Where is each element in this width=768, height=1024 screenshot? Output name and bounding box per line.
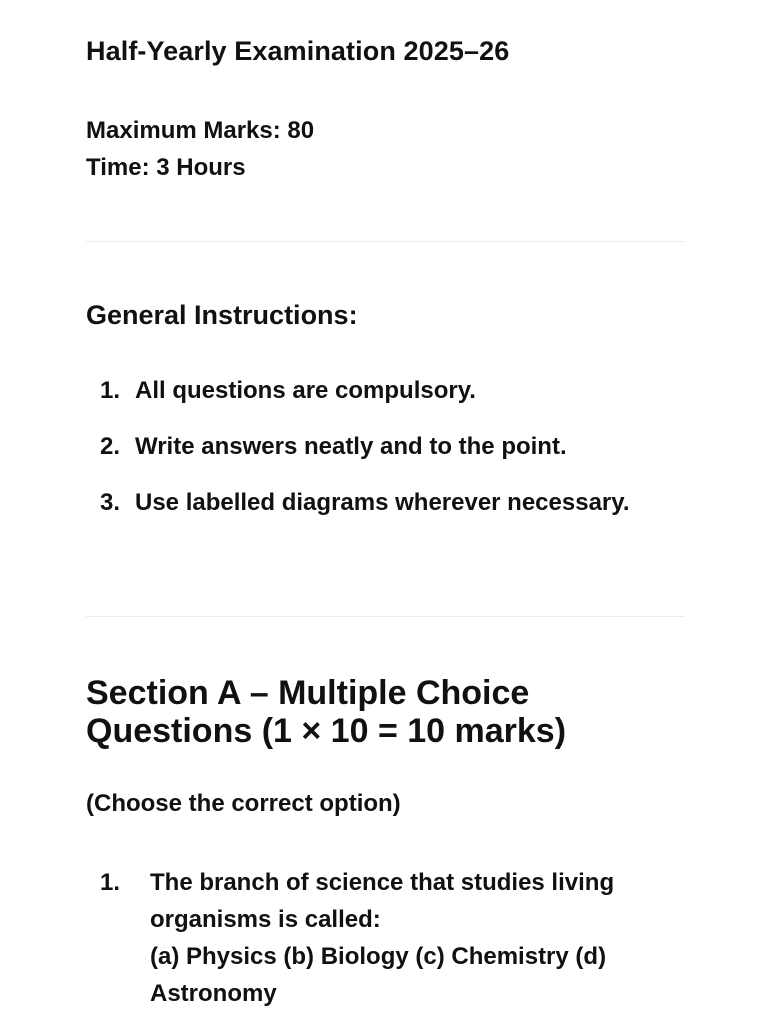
question-options: (a) Physics (b) Biology (c) Chemistry (d) Astronomy	[150, 943, 607, 1007]
instructions-heading: General Instructions:	[86, 300, 358, 330]
question-item	[86, 864, 686, 1012]
instruction-number: 3.	[100, 489, 121, 516]
question-number: 1.	[100, 869, 121, 896]
instruction-number: 2.	[100, 433, 121, 460]
instruction-text: Write answers neatly and to the point.	[135, 433, 567, 460]
instruction-text: Use labelled diagrams wherever necessary.	[135, 489, 630, 516]
divider	[86, 241, 684, 242]
instruction-item	[86, 372, 646, 409]
question-text: The branch of science that studies living organisms is called:	[150, 869, 615, 933]
instructions-list	[86, 372, 646, 540]
exam-title: Half-Yearly Examination 2025–26	[86, 36, 510, 66]
maximum-marks: Maximum Marks: 80	[86, 117, 315, 144]
question-list	[86, 864, 686, 1012]
divider	[86, 616, 684, 617]
instruction-text: All questions are compulsory.	[135, 377, 476, 404]
instruction-number: 1.	[100, 377, 121, 404]
exam-meta	[86, 112, 314, 186]
section-a-note: (Choose the correct option)	[86, 790, 401, 817]
instruction-item	[86, 484, 646, 521]
exam-time: Time: 3 Hours	[86, 154, 246, 181]
section-a-heading: Section A – Multiple Choice Questions (1 × 10 = 10 marks)	[86, 674, 567, 750]
instruction-item	[86, 428, 646, 465]
